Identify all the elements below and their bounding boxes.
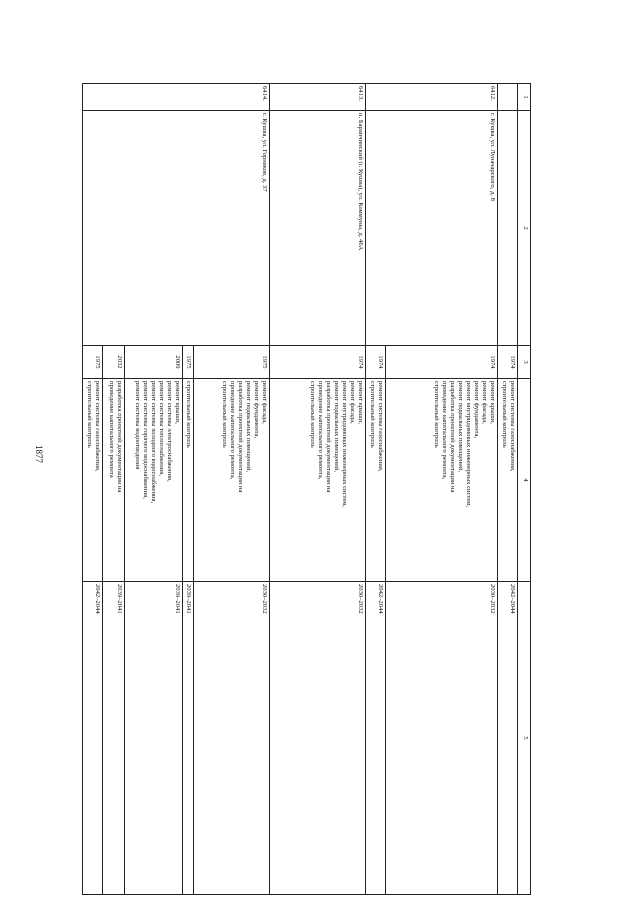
repair-schedule-table xyxy=(82,83,531,895)
year-cell: 2009 xyxy=(125,346,183,379)
period-cell: 2039–2041 xyxy=(183,582,194,895)
page-number: 1877 xyxy=(34,445,44,463)
works-cell: ремонт крыши, ремонт фасада, ремонт фундамента, ремонт внутридомовых инженерных систем, ремонт подвальных помещений, разработка проектной документации на проведение капитального ремонта, строительный контроль xyxy=(386,379,498,582)
works-cell: строительный контроль xyxy=(183,379,194,582)
year-cell: 1974 xyxy=(386,346,498,379)
year-cell: 1974 xyxy=(366,346,386,379)
header-row xyxy=(518,84,531,895)
header-cell: 5 xyxy=(518,582,531,895)
header-cell: 1 xyxy=(518,84,531,111)
year-cell: 1975 xyxy=(183,346,194,379)
period-cell: 2030–2032 xyxy=(194,582,270,895)
row-number xyxy=(498,84,518,111)
period-cell: 2039–2041 xyxy=(125,582,183,895)
year-cell: 1974 xyxy=(498,346,518,379)
works-cell: ремонт крыши, ремонт системы электроснабжения, ремонт системы теплоснабжения, ремонт системы холодного водоснабжения, ремонт системы горячего водоснабжения, ремонт системы водоотведения xyxy=(125,379,183,582)
address-cell: г. Кушва, ул. Луначарского, д. 8 xyxy=(366,111,498,346)
table-row xyxy=(498,84,518,895)
works-cell: ремонт системы газоснабжения, строительный контроль xyxy=(83,379,103,582)
works-cell: разработка проектной документации на проведение капитального ремонта xyxy=(103,379,125,582)
table-row xyxy=(270,84,366,895)
table-row xyxy=(386,84,498,895)
year-cell: 2032 xyxy=(103,346,125,379)
row-number: 6414. xyxy=(83,84,270,111)
works-cell: ремонт фасада, ремонт фундамента, ремонт подвальных помещений, разработка проектной документации на проведение капитального ремонта, строительный контроль xyxy=(194,379,270,582)
year-cell: 1974 xyxy=(270,346,366,379)
period-cell: 2030–2032 xyxy=(386,582,498,895)
period-cell: 2042–2044 xyxy=(498,582,518,895)
year-cell: 1975 xyxy=(194,346,270,379)
period-cell: 2030–2032 xyxy=(270,582,366,895)
period-cell: 2039–2041 xyxy=(103,582,125,895)
header-cell: 3 xyxy=(518,346,531,379)
row-number: 6412. xyxy=(366,84,498,111)
works-cell: ремонт системы газоснабжения, строительный контроль xyxy=(498,379,518,582)
works-cell: ремонт крыши, ремонт фасада, ремонт внутридомовых инженерных систем, ремонт подвальных помещений, разработка проектной документации на проведение капитального ремонта, строительный контроль xyxy=(270,379,366,582)
row-number: 6413. xyxy=(270,84,366,111)
header-cell: 4 xyxy=(518,379,531,582)
rotated-table-wrapper xyxy=(86,83,531,869)
address-cell: г. Кушва, ул. Горняков, д. 37 xyxy=(83,111,270,346)
table-row xyxy=(194,84,270,895)
header-cell: 2 xyxy=(518,111,531,346)
address-cell: п. Баранчинский (г. Кушва), ул. Коммуны, д. 46А xyxy=(270,111,366,346)
works-cell: ремонт системы газоснабжения, строительный контроль xyxy=(366,379,386,582)
address-cell xyxy=(498,111,518,346)
year-cell: 1975 xyxy=(83,346,103,379)
period-cell: 2042–2044 xyxy=(366,582,386,895)
period-cell: 2042–2044 xyxy=(83,582,103,895)
